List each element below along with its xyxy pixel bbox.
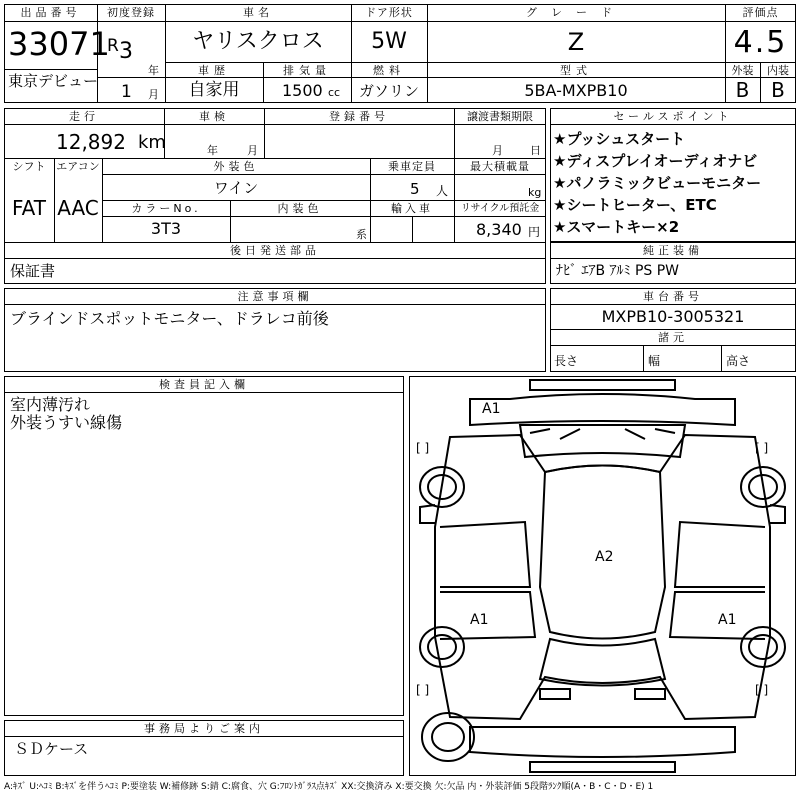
displacement-unit: cc bbox=[328, 86, 341, 99]
fuel-type: ガソリン bbox=[358, 82, 419, 100]
chassis-number: MXPB10-3005321 bbox=[601, 307, 745, 326]
inspector-note-1: 室内薄汚れ bbox=[10, 395, 91, 414]
sales-point-item: ★プッシュスタート bbox=[553, 130, 686, 148]
sales-point-item: ★パノラミックビューモニター bbox=[553, 174, 762, 192]
car-name-label: 車名 bbox=[243, 6, 273, 19]
sales-points-list bbox=[553, 128, 795, 238]
notes-text: ブラインドスポットモニター、ドラレコ前後 bbox=[10, 309, 329, 328]
recycle-deposit: 8,340 bbox=[476, 220, 522, 239]
damage-diagram bbox=[409, 376, 796, 776]
transfer-deadline-label: 譲渡書類期限 bbox=[467, 110, 533, 123]
width-label: 幅 bbox=[648, 354, 661, 368]
grade: Z bbox=[567, 28, 585, 56]
shift-type: FAT bbox=[11, 196, 46, 220]
recycle-deposit-label: リサイクル預託金 bbox=[460, 203, 540, 214]
equipment-label: 純正装備 bbox=[643, 244, 703, 257]
exterior-color: ワイン bbox=[213, 179, 259, 197]
registration-month: 1 bbox=[121, 82, 132, 102]
vehicle-history: 自家用 bbox=[188, 80, 240, 100]
length-label: 長さ bbox=[554, 354, 579, 368]
first-registration-label: 初度登録 bbox=[107, 6, 155, 19]
shift-label: シフト bbox=[12, 160, 46, 173]
door-type: 5W bbox=[371, 29, 407, 54]
max-load-unit: kg bbox=[528, 186, 542, 199]
sales-point-item: ★ディスプレイオーディオナビ bbox=[553, 152, 758, 170]
interior-label: 内装 bbox=[767, 64, 789, 77]
lot-number: 33071 bbox=[8, 25, 110, 63]
transfer-month-unit: 月 bbox=[492, 144, 503, 157]
inspection-month-unit: 月 bbox=[247, 144, 258, 157]
inspector-label: 検査員記入欄 bbox=[159, 378, 249, 391]
mileage-label: 走行 bbox=[69, 110, 99, 123]
model-code: 5BA-MXPB10 bbox=[524, 81, 628, 100]
history-label: 車歴 bbox=[198, 64, 230, 77]
capacity-label: 乗車定員 bbox=[388, 160, 436, 173]
registration-year: 3 bbox=[119, 39, 133, 64]
sales-points-label: セールスポイント bbox=[613, 110, 733, 123]
capacity-unit: 人 bbox=[436, 184, 449, 198]
car-name: ヤリスクロス bbox=[192, 29, 324, 54]
model-label: 型式 bbox=[560, 64, 592, 77]
score: 4.5 bbox=[733, 25, 788, 60]
office-label: 事務局よりご案内 bbox=[144, 722, 264, 735]
era-label: R bbox=[107, 36, 119, 56]
exterior-grade: B bbox=[735, 78, 750, 102]
color-number: 3T3 bbox=[150, 219, 182, 238]
grade-label: グレード bbox=[526, 6, 626, 19]
inspection-year-unit: 年 bbox=[207, 144, 218, 157]
bracket-mark: [ ] bbox=[416, 683, 430, 697]
transfer-day-unit: 日 bbox=[530, 144, 541, 157]
tokyo-debut-label: 東京デビュー bbox=[8, 72, 99, 90]
displacement: 1500 bbox=[282, 81, 323, 100]
interior-color-label: 内装色 bbox=[277, 202, 323, 215]
later-parts: 保証書 bbox=[10, 262, 56, 280]
mileage: 12,892 bbox=[56, 130, 126, 154]
recycle-deposit-unit: 円 bbox=[528, 225, 541, 239]
bracket-mark: [ ] bbox=[416, 441, 430, 455]
registration-number-label: 登録番号 bbox=[329, 110, 389, 123]
aircon-label: エアコン bbox=[56, 160, 100, 173]
car-outline-diagram bbox=[410, 377, 795, 775]
year-unit: 年 bbox=[148, 64, 159, 77]
dimensions-label: 諸元 bbox=[658, 331, 688, 344]
import-label: 輸入車 bbox=[391, 202, 433, 215]
damage-mark: A1 bbox=[470, 612, 489, 628]
color-number-label: カラーNo. bbox=[131, 202, 201, 215]
max-load-label: 最大積載量 bbox=[470, 160, 530, 173]
height-label: 高さ bbox=[726, 354, 751, 368]
month-unit: 月 bbox=[148, 88, 159, 101]
chassis-number-label: 車台番号 bbox=[643, 290, 703, 303]
fuel-label: 燃料 bbox=[373, 64, 405, 77]
damage-mark: A1 bbox=[718, 612, 737, 628]
exterior-color-label: 外装色 bbox=[213, 160, 259, 173]
damage-mark: A2 bbox=[595, 549, 614, 565]
office-note: ＳＤケース bbox=[14, 740, 89, 758]
door-type-label: ドア形状 bbox=[365, 6, 413, 19]
damage-legend: A:ｷｽﾞ U:ﾍｺﾐ B:ｷｽﾞを伴うﾍｺﾐ P:要塗装 W:補修跡 S:錆 C:腐食、穴 G:ﾌﾛﾝﾄｶﾞﾗｽ点ｷｽﾞ XX:交換済み X:要交換 欠:欠品 内・外装評価 5段階ﾗﾝｸ順(A・B・C・D・E) 1 bbox=[4, 782, 654, 792]
notes-label: 注意事項欄 bbox=[237, 290, 313, 303]
displacement-label: 排気量 bbox=[283, 64, 331, 77]
exterior-label: 外装 bbox=[731, 64, 754, 77]
damage-mark: A1 bbox=[482, 401, 501, 417]
bracket-mark: [ ] bbox=[755, 683, 769, 697]
equipment-list: ﾅﾋﾞ ｴｱB ｱﾙﾐ PS PW bbox=[556, 263, 680, 279]
inspection-label: 車検 bbox=[199, 110, 229, 123]
sales-point-item: ★シートヒーター、ETC bbox=[553, 196, 717, 214]
later-parts-label: 後日発送部品 bbox=[230, 244, 320, 257]
interior-color-unit: 系 bbox=[356, 228, 367, 241]
sales-point-item: ★スマートキー×2 bbox=[553, 218, 680, 236]
score-label: 評価点 bbox=[742, 6, 779, 19]
inspector-note-2: 外装うすい線傷 bbox=[10, 413, 123, 432]
lot-number-label: 出品番号 bbox=[20, 6, 81, 19]
interior-grade: B bbox=[771, 78, 785, 102]
aircon-type: AAC bbox=[57, 196, 99, 220]
capacity: 5 bbox=[410, 180, 420, 198]
mileage-unit: km bbox=[138, 132, 166, 153]
bracket-mark: [ ] bbox=[755, 441, 769, 455]
